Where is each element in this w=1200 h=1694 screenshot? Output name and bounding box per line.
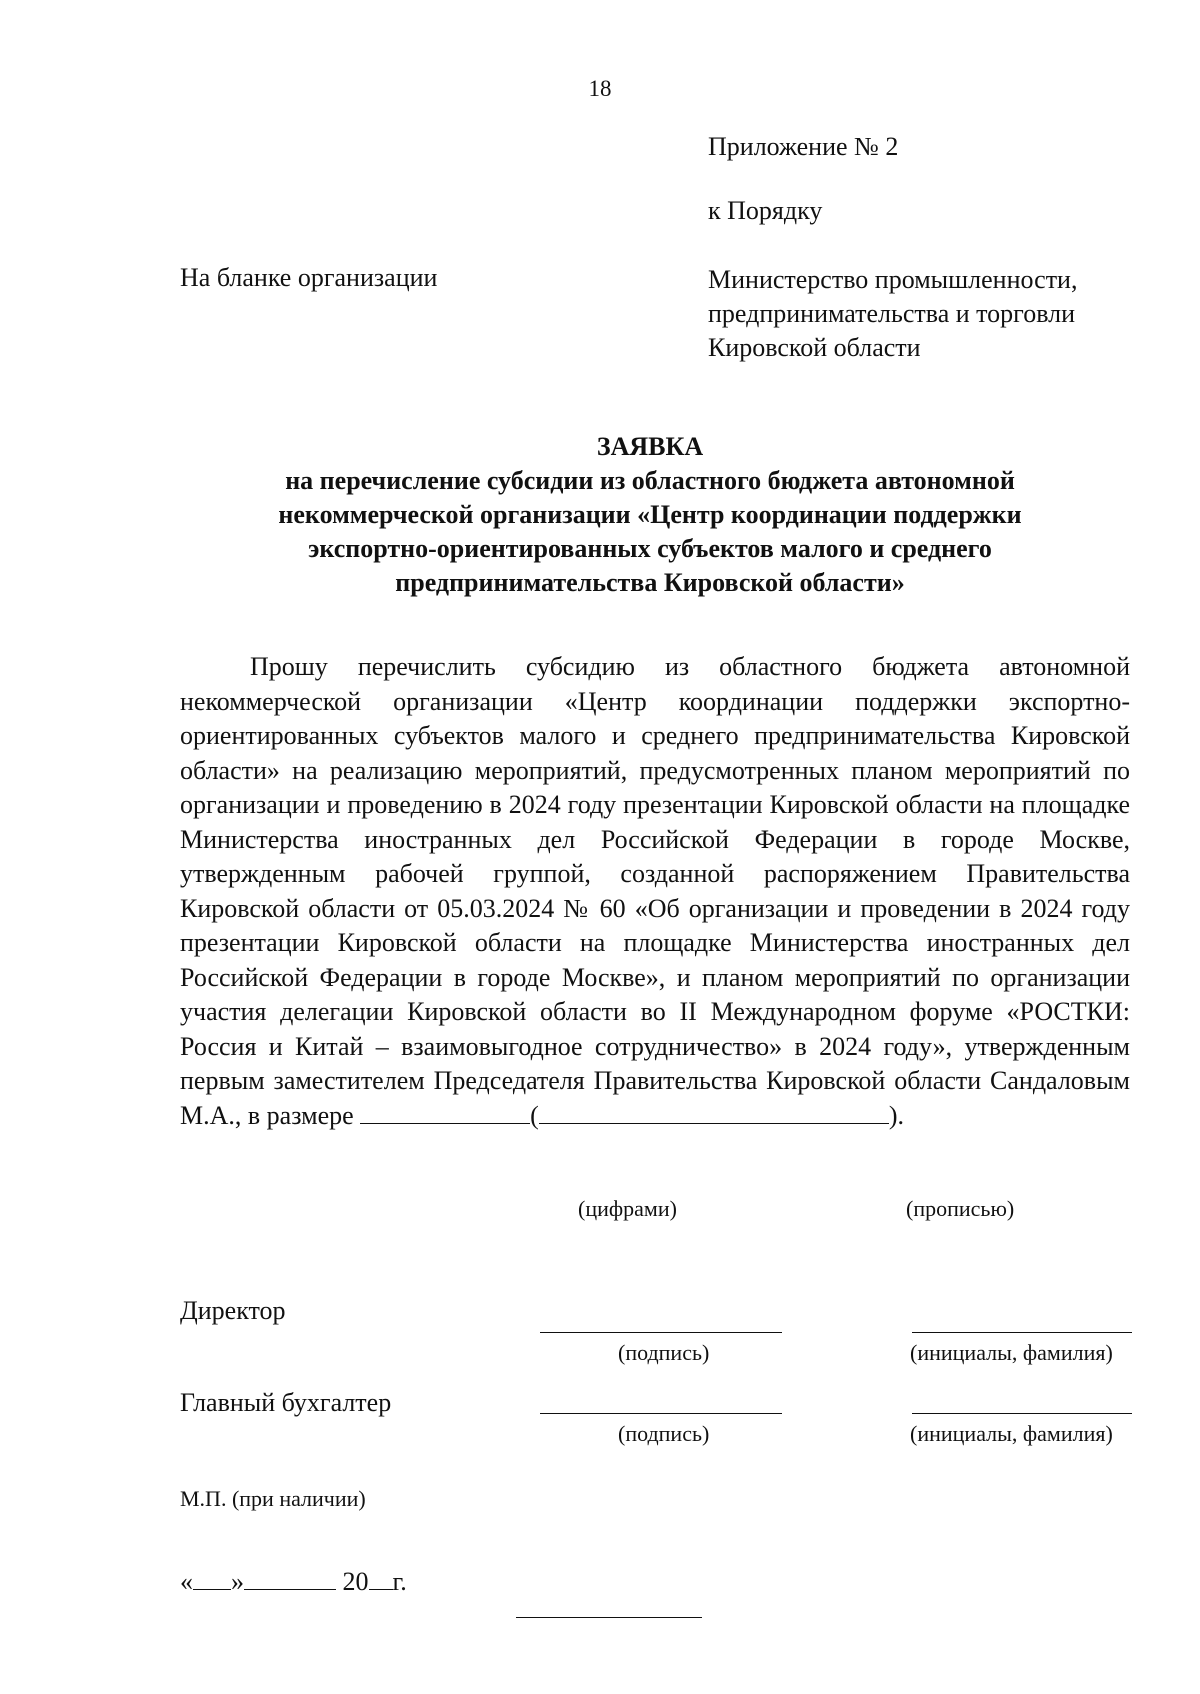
director-signature-caption: (подпись) [618, 1340, 710, 1365]
paren-open: ( [530, 1100, 539, 1130]
title-heading: ЗАЯВКА [596, 432, 704, 461]
accountant-label: Главный бухгалтер [180, 1388, 392, 1417]
director-name-caption: (инициалы, фамилия) [910, 1340, 1113, 1365]
date-close-quote: » [231, 1567, 244, 1596]
letterhead-note: На бланке организации [180, 263, 438, 292]
director-signature-field[interactable] [540, 1332, 782, 1333]
stamp-note: М.П. (при наличии) [180, 1486, 366, 1511]
date-day-field[interactable] [193, 1567, 231, 1590]
amount-digits-field[interactable] [360, 1099, 530, 1124]
date-open-quote: « [180, 1567, 193, 1596]
title-line: некоммерческой организации «Центр координации поддержки [278, 500, 1022, 529]
title-line: на перечисление субсидии из областного бюджета автономной [285, 466, 1015, 495]
addressee-line: Кировской области [708, 333, 921, 362]
director-label: Директор [180, 1296, 286, 1325]
footer-divider [516, 1617, 702, 1618]
request-text: Прошу перечислить субсидию из областного бюджета автономной некоммерческой организации «Центр координации поддержки экспортно-ориентированных субъектов малого и среднего предпринимательства Кировской области» на реализацию мероприятий, предусмотренных планом мероприятий по организации и проведению в 2024 году презентации Кировской области на площадке Министерства иностранных дел Российской Федерации в городе Москве, утвержденным рабочей группой, созданной распоряжением Правительства Кировской области от 05.03.2024 № 60 «Об организации и проведении в 2024 году презентации Кировской области на площадке Министерства иностранных дел Российской Федерации в городе Москве», и планом мероприятий по организации участия делегации Кировской области во II Международном форуме «РОСТКИ: Россия и Китай – взаимовыгодное сотрудничество» в 2024 году», утвержденным первым заместителем Председателя Правительства Кировской области Сандаловым М.А., в размере [180, 652, 1130, 1130]
addressee-line: предпринимательства и торговли [708, 299, 1076, 328]
director-name-field[interactable] [912, 1332, 1132, 1333]
annex-label: Приложение № 2 [708, 132, 899, 161]
date-year-field[interactable] [369, 1567, 393, 1590]
date-year-prefix: 20 [342, 1567, 369, 1596]
accountant-name-caption: (инициалы, фамилия) [910, 1421, 1113, 1446]
amount-words-field[interactable] [539, 1099, 889, 1124]
paren-close: ). [888, 1100, 904, 1130]
accountant-signature-caption: (подпись) [618, 1421, 710, 1446]
title-line: предпринимательства Кировской области» [395, 568, 905, 597]
addressee-line: Министерство промышленности, [708, 265, 1078, 294]
date-line [180, 1567, 407, 1597]
caption-digits: (цифрами) [578, 1196, 677, 1221]
caption-words: (прописью) [906, 1196, 1015, 1221]
date-month-field[interactable] [244, 1567, 336, 1590]
addressee-block [708, 263, 1077, 365]
date-year-suffix: г. [392, 1567, 407, 1596]
title-line: экспортно-ориентированных субъектов малого и среднего [308, 534, 992, 563]
annex-reference: к Порядку [708, 196, 823, 225]
accountant-name-field[interactable] [912, 1413, 1132, 1414]
request-body [180, 650, 1130, 1133]
accountant-signature-field[interactable] [540, 1413, 782, 1414]
page-number: 18 [588, 76, 612, 101]
document-title [180, 430, 1120, 600]
